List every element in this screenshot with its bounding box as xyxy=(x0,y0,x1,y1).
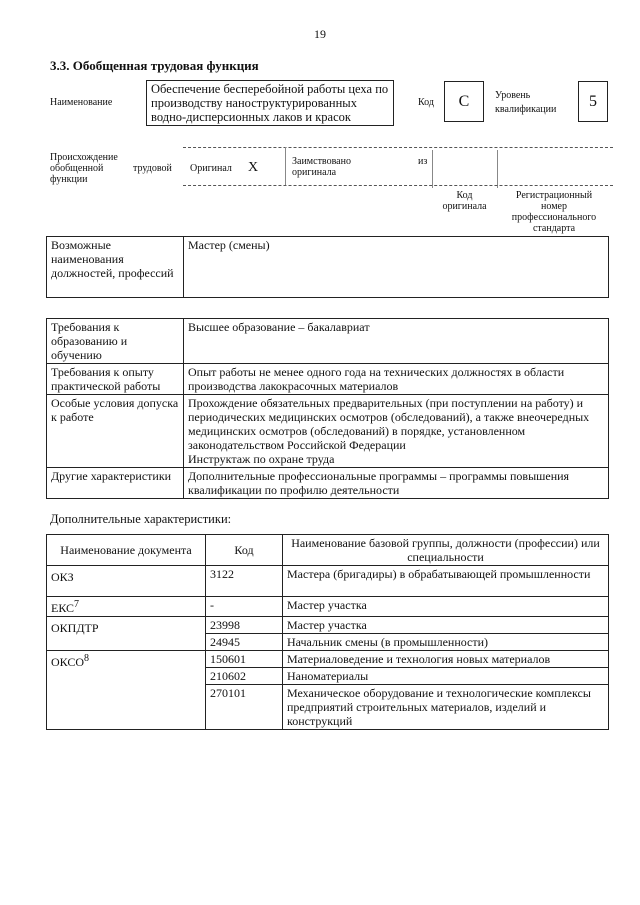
name-cell: Начальник смены (в промышленности) xyxy=(283,634,609,651)
requirements-table xyxy=(46,318,609,499)
positions-value: Мастер (смены) xyxy=(184,237,609,298)
level-label-line1: Уровень xyxy=(495,90,531,101)
original-mark: X xyxy=(248,160,259,175)
origin-divider-3 xyxy=(497,150,498,188)
origin-bottom-line xyxy=(183,185,613,186)
other-label: Другие характеристики xyxy=(47,468,184,499)
origin-label-line1: Происхождение xyxy=(50,152,118,163)
code-value: C xyxy=(444,81,484,122)
reg-number-line3: профессионального xyxy=(511,212,597,223)
doc-name: ЕКС xyxy=(51,601,75,615)
origin-divider-1 xyxy=(285,147,286,185)
code-original-line2: оригинала xyxy=(442,201,487,212)
code-cell: 150601 xyxy=(206,651,283,668)
name-cell: Механическое оборудование и технологические комплексы предприятий строительных материалов, изделий и конструкций xyxy=(283,685,609,730)
table-row xyxy=(47,237,609,298)
doc-name: ОКЗ xyxy=(51,570,74,584)
doc-name: ОКСО xyxy=(51,655,85,669)
original-label: Оригинал xyxy=(190,163,232,174)
code-cell: 24945 xyxy=(206,634,283,651)
name-label: Наименование xyxy=(50,97,113,108)
origin-top-line xyxy=(183,147,613,148)
table-row xyxy=(47,617,609,634)
origin-label-line2: обобщенной xyxy=(50,163,104,174)
doc-cell xyxy=(47,597,206,617)
borrowed-label-line2: оригинала xyxy=(292,167,337,178)
additional-table xyxy=(46,534,609,730)
name-cell: Мастера (бригадиры) в обрабатывающей промышленности xyxy=(283,566,609,597)
reg-number-line1: Регистрационный xyxy=(515,190,593,201)
education-label: Требования к образованию и обучению xyxy=(47,319,184,364)
name-cell: Материаловедение и технология новых материалов xyxy=(283,651,609,668)
experience-label: Требования к опыту практической работы xyxy=(47,364,184,395)
table-row xyxy=(47,651,609,668)
origin-label-word: трудовой xyxy=(133,163,172,174)
reg-number-line4: стандарта xyxy=(532,223,576,234)
header-doc: Наименование документа xyxy=(47,535,206,566)
code-cell: 210602 xyxy=(206,668,283,685)
positions-label: Возможные наименования должностей, профессий xyxy=(47,237,184,298)
section-title: 3.3. Обобщенная трудовая функция xyxy=(50,58,259,73)
doc-footnote: 8 xyxy=(84,653,90,664)
level-value: 5 xyxy=(578,81,608,122)
name-cell: Мастер участка xyxy=(283,597,609,617)
origin-divider-2 xyxy=(432,150,433,188)
from-label: из xyxy=(418,156,428,167)
borrowed-label-line1: Заимствовано xyxy=(292,156,351,167)
code-original-line1: Код xyxy=(456,190,473,201)
table-row xyxy=(47,395,609,468)
experience-value: Опыт работы не менее одного года на технических должностях в области производства лакокрасочных материалов xyxy=(184,364,609,395)
doc-cell xyxy=(47,617,206,651)
admission-label: Особые условия допуска к работе xyxy=(47,395,184,468)
other-value: Дополнительные профессиональные программы – программы повышения квалификации по профилю деятельности xyxy=(184,468,609,499)
name-cell: Мастер участка xyxy=(283,617,609,634)
table-row xyxy=(47,597,609,617)
admission-value-cell xyxy=(184,395,609,468)
table-row xyxy=(47,319,609,364)
header-name: Наименование базовой группы, должности (профессии) или специальности xyxy=(283,535,609,566)
name-cell: Наноматериалы xyxy=(283,668,609,685)
code-cell: 270101 xyxy=(206,685,283,730)
table-row xyxy=(47,468,609,499)
code-cell: - xyxy=(206,597,283,617)
page-number: 19 xyxy=(314,27,326,41)
education-value: Высшее образование – бакалавриат xyxy=(184,319,609,364)
doc-name: ОКПДТР xyxy=(51,621,99,635)
header-code: Код xyxy=(206,535,283,566)
doc-cell xyxy=(47,566,206,597)
reg-number-line2: номер xyxy=(541,201,567,212)
additional-label: Дополнительные характеристики: xyxy=(50,512,232,526)
code-cell: 23998 xyxy=(206,617,283,634)
admission-value: Прохождение обязательных предварительных (при поступлении на работу) и периодических медицинских осмотров (обследований), а также внеочередных медицинских осмотров (обследований) в порядке, установленном законодательством Российской Федерации xyxy=(188,396,590,452)
level-label-line2: квалификации xyxy=(495,104,557,115)
origin-label-line3: функции xyxy=(50,174,88,185)
table-header-row xyxy=(47,535,609,566)
positions-table xyxy=(46,236,609,298)
doc-cell xyxy=(47,651,206,730)
function-name-box: Обеспечение бесперебойной работы цеха по производству наноструктурированных водно-дисперсионных лаков и красок xyxy=(146,80,394,126)
table-row xyxy=(47,566,609,597)
admission-value-2: Инструктаж по охране труда xyxy=(188,452,335,466)
code-cell: 3122 xyxy=(206,566,283,597)
code-label: Код xyxy=(418,97,434,108)
table-row xyxy=(47,364,609,395)
doc-footnote: 7 xyxy=(74,599,80,610)
